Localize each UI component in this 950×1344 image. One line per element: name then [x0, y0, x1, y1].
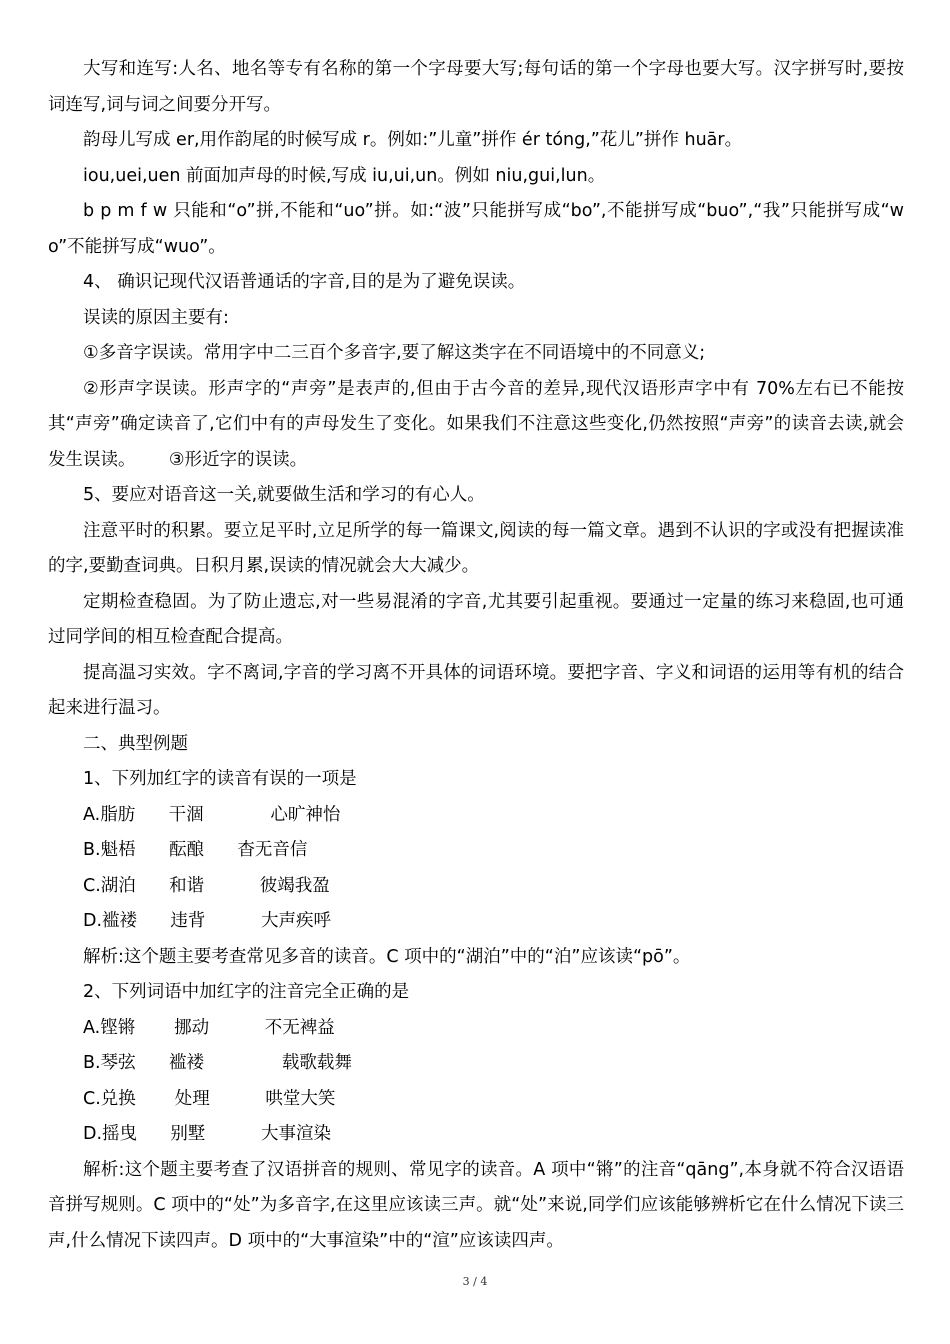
question-2-option-a: A.铿锵 挪动 不无裨益 — [83, 1017, 335, 1038]
paragraph-accumulation: 注意平时的积累。要立足平时,立足所学的每一篇课文,阅读的每一篇文章。遇到不认识的字或没有把握读准的字,要勤查词典。日积月累,误读的情况就会大大减少。 — [48, 520, 904, 576]
question-1-option-a: A.脂肪 干涸 心旷神怡 — [83, 804, 341, 825]
paragraph-iou-uei-uen-rule: iou,uei,uen 前面加声母的时候,写成 iu,ui,un。例如 niu,gui,lun。 — [83, 165, 606, 186]
question-1-option-d: D.褴褛 违背 大声疾呼 — [83, 911, 332, 931]
section-heading-5: 5、要应对语音这一关,就要做生活和学习的有心人。 — [83, 485, 485, 505]
question-2-analysis: 解析:这个题主要考查了汉语拼音的规则、常见字的读音。A 项中“锵”的注音“qāng”,本身就不符合汉语语音拼写规则。C 项中的“处”为多音字,在这里应该读三声。就“处”来说,同学们应该能够辨析它在什么情况下读三声,什么情况下读四声。D 项中的“大事渲染”中的“渲”应该读四声。 — [48, 1159, 904, 1251]
section-heading-examples: 二、典型例题 — [83, 733, 188, 754]
document-body — [48, 52, 904, 1259]
question-2-option-c: C.兑换 处理 哄堂大笑 — [83, 1088, 336, 1109]
paragraph-capitalization-rule: 大写和连写:人名、地名等专有名称的第一个字母要大写;每句话的第一个字母也要大写。汉字拼写时,要按词连写,词与词之间要分开写。 — [48, 59, 904, 115]
question-2-option-b: B.琴弦 褴褛 载歌载舞 — [83, 1053, 352, 1073]
paragraph-regular-review: 定期检查稳固。为了防止遗忘,对一些易混淆的字音,尤其要引起重视。要通过一定量的练习来稳固,也可通过同学间的相互检查配合提高。 — [48, 591, 904, 647]
question-2-option-d: D.摇曳 别墅 大事渲染 — [83, 1124, 332, 1144]
paragraph-review-effectiveness: 提高温习实效。字不离词,字音的学习离不开具体的词语环境。要把字音、字义和词语的运用等有机的结合起来进行温习。 — [48, 662, 904, 718]
paragraph-phonetic-compound-misreading: ②形声字误读。形声字的“声旁”是表声的,但由于古今音的差异,现代汉语形声字中有 70%左右已不能按其“声旁”确定读音了,它们中有的声母发生了变化。如果我们不注意这些变化,仍然按照“声旁”的读音去读,就会发生误读。 ③形近字的误读。 — [48, 378, 904, 470]
paragraph-misreading-causes: 误读的原因主要有: — [83, 307, 229, 328]
paragraph-er-rule: 韵母儿写成 er,用作韵尾的时候写成 r。例如:”儿童”拼作 ér tóng,”花儿”拼作 huār。 — [83, 130, 743, 150]
question-1-option-b: B.魁梧 酝酿 杳无音信 — [83, 840, 308, 860]
question-2-stem: 2、下列词语中加红字的注音完全正确的是 — [83, 982, 410, 1002]
question-1-analysis: 解析:这个题主要考查常见多音的读音。C 项中的“湖泊”中的“泊”应该读“pō”。 — [83, 946, 691, 967]
paragraph-polyphonic-misreading: ①多音字误读。常用字中二三百个多音字,要了解这类字在不同语境中的不同意义; — [83, 343, 706, 363]
question-1-stem: 1、下列加红字的读音有误的一项是 — [83, 769, 357, 789]
section-heading-4: 4、 确识记现代汉语普通话的字音,目的是为了避免误读。 — [83, 272, 526, 292]
question-1-option-c: C.湖泊 和谐 彼竭我盈 — [83, 875, 330, 896]
page-number: 3 / 4 — [462, 1275, 488, 1288]
paragraph-bpmfw-rule: b p m f w 只能和“o”拼,不能和“uo”拼。如:“波”只能拼写成“bo”,不能拼写成“buo”,“我”只能拼写成“wo”不能拼写成“wuo”。 — [48, 201, 904, 257]
